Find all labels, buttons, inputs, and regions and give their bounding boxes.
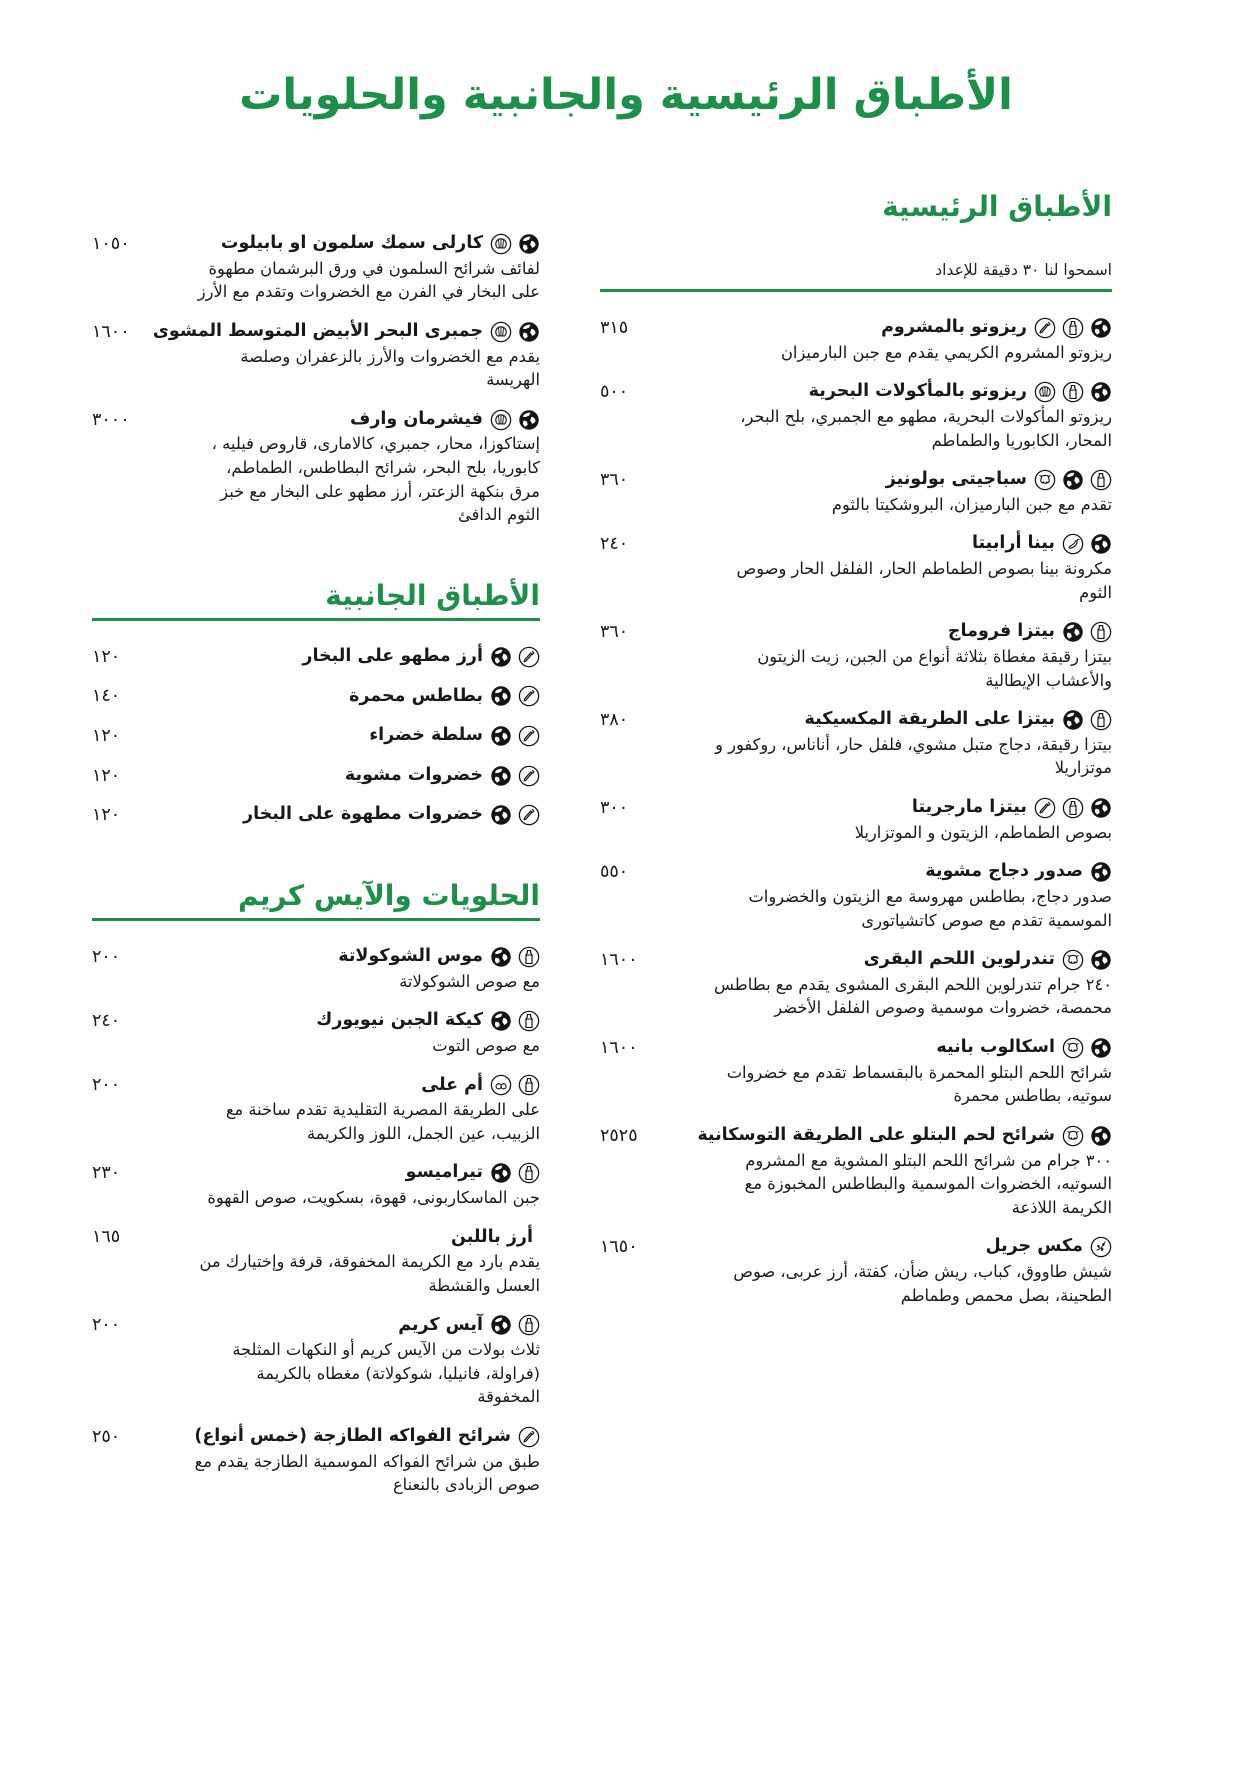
item-price: ١٢٠ xyxy=(92,765,121,786)
globe-icon xyxy=(1090,317,1112,339)
menu-item-header xyxy=(92,1226,540,1250)
menu-item xyxy=(92,724,540,748)
item-description: شيش طاووق، كباب، ريش ضأن، كفتة، أرز عربى، صوص الطحينة، بصل محمص وطماطم xyxy=(733,1262,1112,1305)
item-description: إستاكوزا، محار، جمبري، كالاماری، قاروص فيليه ، كابوريا، بلح البحر، شرائح البطاطس، الطماطم، مرق بنكهة الزعتر، أرز مطهو على البخار مع خبز الثوم الدافئ xyxy=(211,434,540,525)
globe-icon xyxy=(490,804,512,826)
beef-icon xyxy=(1034,469,1056,491)
menu-item xyxy=(600,380,1112,452)
menu-item-header xyxy=(92,232,540,256)
shellfish-icon xyxy=(490,321,512,343)
sides-list xyxy=(92,645,540,827)
item-name: شرائح لحم البتلو على الطريقة التوسكانية xyxy=(697,1124,1055,1145)
menu-item xyxy=(600,860,1112,932)
item-price: ٥٠٠ xyxy=(600,382,629,403)
menu-item-header xyxy=(92,1161,540,1185)
item-description: يقدم بارد مع الكريمة المخفوقة، قرفة وإختيارك من العسل والقشطة xyxy=(199,1252,540,1295)
item-name: بيتزا فروماج xyxy=(947,621,1055,642)
menu-item-header xyxy=(600,948,1112,972)
menu-item xyxy=(92,764,540,788)
item-price: ٣٦٠ xyxy=(600,622,629,643)
item-icons xyxy=(490,725,540,747)
menu-item xyxy=(600,620,1112,692)
desserts-list xyxy=(92,945,540,1497)
item-icons xyxy=(490,1162,540,1184)
main-dishes-column xyxy=(600,190,1112,1323)
item-description: شرائح اللحم البتلو المحمرة بالبقسماط تقدم مع خضروات سوتيه، بطاطس محمرة xyxy=(726,1062,1112,1106)
milk-icon xyxy=(1090,621,1112,643)
globe-icon xyxy=(490,1162,512,1184)
menu-item xyxy=(600,316,1112,364)
milk-icon xyxy=(1090,709,1112,731)
globe-icon xyxy=(518,409,540,431)
item-price: ١٢٠ xyxy=(92,646,121,667)
item-price: ١٠٥٠ xyxy=(92,233,130,254)
menu-item xyxy=(92,645,540,669)
globe-icon xyxy=(490,685,512,707)
section-divider xyxy=(92,918,540,921)
menu-item-header xyxy=(92,1074,540,1098)
menu-item-header xyxy=(600,380,1112,404)
item-description: ٣٠٠ جرام من شرائح اللحم البتلو المشوية مع المشروم السوتيه، الخضروات الموسمية والبطاطس المخبوزة مع الكريمة اللاذعة xyxy=(744,1150,1112,1217)
menu-item-header xyxy=(92,320,540,344)
item-price: ٣٠٠ xyxy=(600,797,629,818)
item-price: ٢٣٠ xyxy=(92,1163,121,1184)
item-name: صدور دجاج مشوية xyxy=(925,861,1083,882)
globe-icon xyxy=(490,946,512,968)
secondary-column xyxy=(92,190,540,1513)
item-price: ١٦٥ xyxy=(92,1227,121,1248)
menu-item-header xyxy=(600,708,1112,732)
section-divider xyxy=(600,289,1112,292)
menu-item xyxy=(92,1161,540,1209)
item-description: ريزوتو المشروم الكريمي يقدم مع جبن البارميزان xyxy=(780,342,1112,362)
nuts-icon xyxy=(490,1074,512,1096)
menu-item-header xyxy=(92,1314,540,1338)
menu-item xyxy=(600,708,1112,780)
item-name: سلطة خضراء xyxy=(369,725,483,746)
section-header-mains: الأطباق الرئيسية xyxy=(882,190,1112,223)
item-name: أرز مطهو على البخار xyxy=(302,645,483,666)
item-description: مكرونة بينا بصوص الطماطم الحار، الفلفل الحار وصوص الثوم xyxy=(736,559,1112,602)
menu-item-header xyxy=(92,685,540,709)
menu-item xyxy=(600,948,1112,1020)
item-description: بصوص الطماطم، الزيتون و الموتزاريلا xyxy=(854,822,1112,842)
milk-icon xyxy=(518,1010,540,1032)
menu-item-header xyxy=(600,1124,1112,1148)
item-name: تيراميسو xyxy=(405,1162,483,1183)
item-icons xyxy=(518,1426,540,1448)
menu-item-header xyxy=(92,803,540,827)
item-icons xyxy=(490,685,540,707)
item-icons xyxy=(490,804,540,826)
item-icons xyxy=(490,1314,540,1336)
vegetarian-icon xyxy=(1034,317,1056,339)
menu-item-header xyxy=(92,724,540,748)
item-price: ٢٠٠ xyxy=(92,1315,121,1336)
beef-icon xyxy=(1062,949,1084,971)
item-name: جمبرى البحر الأبيض المتوسط المشوى xyxy=(152,320,483,341)
item-price: ١٤٠ xyxy=(92,686,121,707)
item-price: ٢٥٠ xyxy=(92,1426,121,1447)
menu-item xyxy=(600,1235,1112,1307)
globe-icon xyxy=(490,765,512,787)
item-icons xyxy=(1062,709,1112,731)
milk-icon xyxy=(518,1074,540,1096)
item-icons xyxy=(1034,797,1112,819)
item-description: على الطريقة المصرية التقليدية تقدم ساخنة مع الزبيب، عين الجمل، اللوز والكريمة xyxy=(225,1100,540,1143)
vegetarian-icon xyxy=(518,725,540,747)
item-icons xyxy=(1034,469,1112,491)
item-description: طبق من شرائح الفواكه الموسمية الطازجة يقدم مع صوص الزبادى بالنعناع xyxy=(194,1451,540,1495)
item-name: آيس كريم xyxy=(398,1314,483,1335)
shellfish-icon xyxy=(1034,381,1056,403)
item-name: فيشرمان وارف xyxy=(349,408,483,429)
menu-item-header xyxy=(92,945,540,969)
item-name: سباجيتى بولونيز xyxy=(885,469,1027,490)
item-price: ٢٤٠ xyxy=(92,1011,121,1032)
vegetarian-icon xyxy=(1034,797,1056,819)
vegetarian-icon xyxy=(518,1426,540,1448)
item-icons xyxy=(490,321,540,343)
item-name: بيتزا على الطريقة المكسيكية xyxy=(804,709,1055,730)
page-title: الأطباق الرئيسية والجانبية والحلويات xyxy=(239,70,1013,120)
item-price: ٣٠٠٠ xyxy=(92,409,130,430)
menu-item xyxy=(600,1036,1112,1108)
item-name: شرائح الفواكه الطازجة (خمس أنواع) xyxy=(194,1426,511,1446)
menu-item-header xyxy=(92,645,540,669)
item-price: ٥٥٠ xyxy=(600,862,629,883)
item-name: مكس جريل xyxy=(985,1236,1083,1257)
globe-icon xyxy=(1062,621,1084,643)
globe-icon xyxy=(518,321,540,343)
spicy-icon xyxy=(1062,533,1084,555)
milk-icon xyxy=(1062,317,1084,339)
menu-item xyxy=(92,1074,540,1146)
item-price: ٣٨٠ xyxy=(600,709,629,730)
menu-item xyxy=(92,1425,540,1497)
menu-item xyxy=(92,408,540,527)
item-name: خضروات مشوية xyxy=(344,764,483,785)
item-price: ٢٠٠ xyxy=(92,946,121,967)
item-icons xyxy=(490,233,540,255)
item-description: مع صوص التوت xyxy=(432,1035,540,1055)
menu-item xyxy=(600,796,1112,844)
item-name: بينا أرابيتا xyxy=(971,533,1055,554)
menu-item xyxy=(92,1009,540,1057)
milk-icon xyxy=(1090,469,1112,491)
globe-icon xyxy=(490,725,512,747)
item-description: مع صوص الشوكولاتة xyxy=(399,971,540,991)
beef-icon xyxy=(1062,1125,1084,1147)
seafood-mains-list xyxy=(92,232,540,527)
globe-icon xyxy=(1090,1125,1112,1147)
beef-icon xyxy=(1062,1037,1084,1059)
item-price: ١٦٠٠ xyxy=(600,1037,638,1058)
item-description: صدور دجاج، بطاطس مهروسة مع الزيتون والخضروات الموسمية تقدم مع صوص كاتشياتورى xyxy=(748,886,1112,930)
milk-icon xyxy=(518,946,540,968)
globe-icon xyxy=(1090,1037,1112,1059)
menu-item xyxy=(600,532,1112,604)
vegetarian-icon xyxy=(518,646,540,668)
globe-icon xyxy=(1090,797,1112,819)
item-description: ريزوتو المأكولات البحرية، مطهو مع الجمبري، بلح البحر، المحار، الكابوريا والطماطم xyxy=(740,406,1112,450)
item-description: لفائف شرائح السلمون في ورق البرشمان مطهوة على البخار في الفرن مع الخضروات وتقدم مع الأرز xyxy=(197,258,540,302)
item-price: ٢٠٠ xyxy=(92,1075,121,1096)
item-description: ثلاث بولات من الآيس كريم أو النكهات المثلجة (فراولة، فانيليا، شوكولاتة) مغطاه بالكريمة المخفوقة xyxy=(232,1340,540,1407)
item-description: بيتزا رقيقة مغطاة بثلاثة أنواع من الجبن، زيت الزيتون والأعشاب الإيطالية xyxy=(757,646,1112,690)
item-icons xyxy=(490,765,540,787)
menu-item xyxy=(92,685,540,709)
menu-item-header xyxy=(600,860,1112,884)
item-price: ٣١٥ xyxy=(600,317,629,338)
menu-item-header xyxy=(600,796,1112,820)
globe-icon xyxy=(490,1010,512,1032)
item-name: ريزوتو بالمشروم xyxy=(881,317,1027,337)
item-icons xyxy=(490,646,540,668)
milk-icon xyxy=(1062,381,1084,403)
globe-icon xyxy=(490,1314,512,1336)
menu-item xyxy=(600,468,1112,516)
item-icons xyxy=(1062,621,1112,643)
section-header-desserts: الحلويات والآيس كريم xyxy=(237,879,540,912)
vegetarian-icon xyxy=(518,804,540,826)
item-icons xyxy=(1034,381,1112,403)
menu-item-header xyxy=(600,620,1112,644)
vegetarian-icon xyxy=(518,685,540,707)
item-price: ٢٤٠ xyxy=(600,534,629,555)
item-price: ١٢٠ xyxy=(92,725,121,746)
menu-item xyxy=(92,1314,540,1410)
menu-item-header xyxy=(92,1009,540,1033)
menu-item-header xyxy=(600,532,1112,556)
item-icons xyxy=(1062,949,1112,971)
item-description: جبن الماسكاربونى، قهوة، بسكويت، صوص القهوة xyxy=(207,1188,540,1207)
menu-item xyxy=(92,945,540,993)
globe-icon xyxy=(1090,949,1112,971)
item-price: ١٦٥٠ xyxy=(600,1237,638,1258)
item-name: أم على xyxy=(421,1074,483,1095)
sesame-icon xyxy=(1090,1236,1112,1258)
item-name: كيكة الجبن نيويورك xyxy=(316,1010,483,1031)
item-name: ريزوتو بالمأكولات البحرية xyxy=(808,381,1027,402)
globe-icon xyxy=(1090,381,1112,403)
item-icons xyxy=(1062,1037,1112,1059)
globe-icon xyxy=(1062,469,1084,491)
globe-icon xyxy=(490,646,512,668)
menu-item-header xyxy=(600,1036,1112,1060)
item-price: ١٦٠٠ xyxy=(92,321,130,342)
item-price: ١٦٠٠ xyxy=(600,949,638,970)
globe-icon xyxy=(1062,709,1084,731)
menu-item-header xyxy=(92,764,540,788)
section-header-sides: الأطباق الجانبية xyxy=(325,578,540,612)
item-name: موس الشوكولاتة xyxy=(338,946,483,966)
globe-icon xyxy=(1090,533,1112,555)
item-name: خضروات مطهوة على البخار xyxy=(243,804,483,825)
item-description: ٢٤٠ جرام تندرلوين اللحم البقرى المشوى يقدم مع بطاطس محمصة، خضروات موسمية وصوص الفلفل الأخضر xyxy=(714,974,1112,1018)
item-icons xyxy=(1090,1236,1112,1258)
item-name: اسكالوب بانيه xyxy=(936,1037,1055,1057)
item-icons xyxy=(490,409,540,431)
menu-columns xyxy=(0,190,1252,1513)
item-description: بيتزا رقيقة، دجاج متبل مشوي، فلفل حار، أناناس، روكفور و موتزاريلا xyxy=(715,734,1112,778)
prep-time-note: اسمحوا لنا ٣٠ دقيقة للإعداد xyxy=(935,261,1112,279)
vegetarian-icon xyxy=(518,765,540,787)
menu-item xyxy=(92,803,540,827)
menu-item-header xyxy=(600,1235,1112,1259)
milk-icon xyxy=(1062,797,1084,819)
menu-item-header xyxy=(600,316,1112,340)
item-price: ١٢٠ xyxy=(92,805,121,826)
menu-item xyxy=(92,320,540,392)
menu-item xyxy=(92,232,540,304)
mains-list xyxy=(600,316,1112,1307)
item-description: يقدم مع الخضروات والأرز بالزعفران وصلصة الهريسة xyxy=(240,346,540,390)
section-divider xyxy=(92,618,540,621)
item-icons xyxy=(1034,317,1112,339)
item-name: بيتزا مارجريتا xyxy=(911,797,1027,817)
item-price: ٣٦٠ xyxy=(600,469,629,490)
menu-item-header xyxy=(600,468,1112,492)
item-icons xyxy=(490,1074,540,1096)
item-icons xyxy=(1062,533,1112,555)
item-name: أرز باللبن xyxy=(451,1226,533,1247)
globe-icon xyxy=(518,233,540,255)
item-icons xyxy=(1062,1125,1112,1147)
shellfish-icon xyxy=(490,233,512,255)
item-name: بطاطس محمرة xyxy=(349,685,483,706)
item-icons xyxy=(490,946,540,968)
menu-item xyxy=(92,1226,540,1298)
item-name: كارلى سمك سلمون او بابيلوت xyxy=(220,233,483,253)
item-icons xyxy=(490,1010,540,1032)
shellfish-icon xyxy=(490,409,512,431)
item-name: تندرلوين اللحم البقرى xyxy=(863,949,1055,970)
item-price: ٢٥٢٥ xyxy=(600,1125,638,1146)
globe-icon xyxy=(1090,861,1112,883)
milk-icon xyxy=(518,1162,540,1184)
menu-item-header xyxy=(92,1425,540,1449)
item-description: تقدم مع جبن البارميزان، البروشكيتا بالثوم xyxy=(831,494,1112,514)
milk-icon xyxy=(518,1314,540,1336)
menu-item-header xyxy=(92,408,540,432)
menu-item xyxy=(600,1124,1112,1220)
item-icons xyxy=(1090,861,1112,883)
